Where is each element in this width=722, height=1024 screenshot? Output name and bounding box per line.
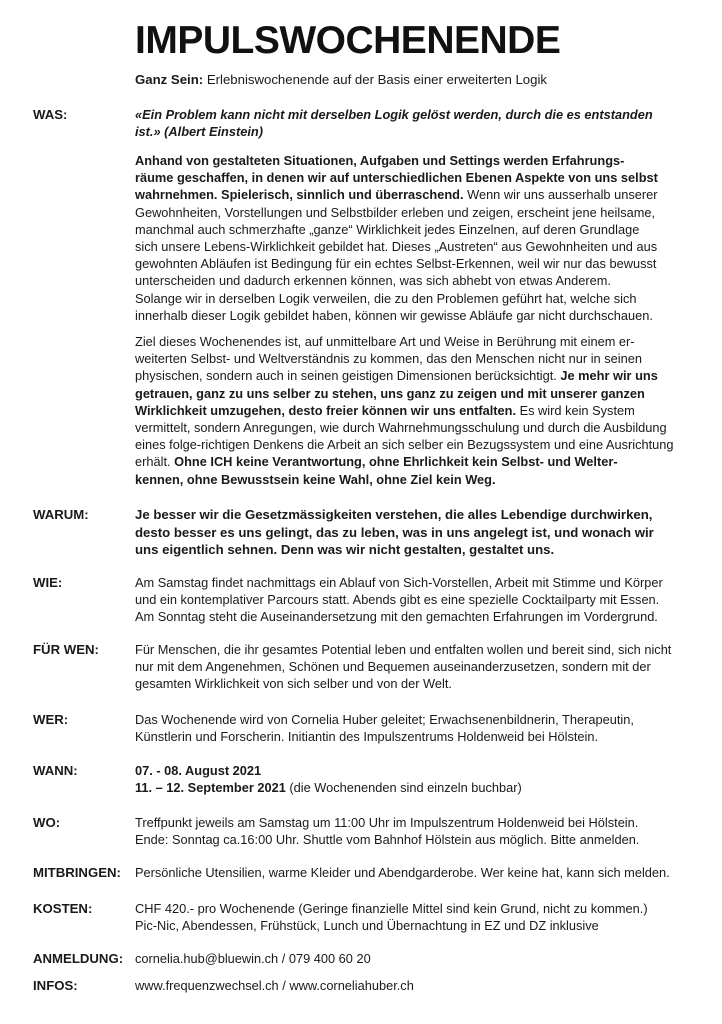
- page-title: IMPULSWOCHENENDE: [135, 19, 561, 62]
- paragraph-line: weiterten Selbst- und Weltverständnis zu kommen, das den Menschen nicht nur in seinen: [135, 351, 642, 367]
- fuer-wen-text: [135, 641, 695, 693]
- infos-text: [135, 977, 695, 994]
- paragraph-line: Persönliche Utensilien, warme Kleider und Abendgarderobe. Wer keine hat, kann sich melden.: [135, 865, 670, 880]
- paragraph-line: gesamten Wirklichkeit von sich selber und von der Welt.: [135, 676, 452, 692]
- paragraph-line: eines folge-richtigen Denkens die Arbeit an sich selber ein Bezugssystem und eine Ausrichtung: [135, 437, 674, 453]
- paragraph-line: CHF 420.- pro Wochenende (Geringe finanzielle Mittel sind kein Grund, nicht zu kommen.): [135, 901, 648, 916]
- quote-line: ist.» (Albert Einstein): [135, 124, 263, 140]
- was-paragraph-2: [135, 333, 695, 488]
- paragraph-line: Solange wir in derselben Logik verweilen, die zu den Problemen geführt hat, welche sich: [135, 290, 637, 306]
- label-wer: WER:: [33, 712, 69, 727]
- paragraph-line: räume geschaffen, in denen wir auf unterschiedlichen Ebenen Aspekte von uns selbst: [135, 170, 658, 186]
- paragraph-line: nur mit dem Angenehmen, Schönen und Bequemen auseinanderzusetzen, sondern mit der: [135, 659, 651, 675]
- subtitle-lead: Ganz Sein:: [135, 72, 204, 87]
- paragraph-line: und ein kontemplativer Parcours statt. Abends gibt es eine spezielle Cocktailparty mit Essen.: [135, 592, 660, 608]
- wann-text: [135, 762, 695, 796]
- paragraph-line: Pic-Nic, Abendessen, Frühstück, Lunch und Übernachtung in EZ und DZ inklusive: [135, 918, 599, 934]
- paragraph-line: Gewohnheiten, Vorstellungen und Selbstbilder erleben und zeigen, erscheint jene heilsame,: [135, 204, 656, 220]
- date-value: 11. – 12. September 2021: [135, 780, 286, 796]
- paragraph-line: [135, 402, 695, 419]
- quote-line: «Ein Problem kann nicht mit derselben Logik gelöst werden, durch die es entstanden: [135, 107, 653, 122]
- einstein-quote: [135, 106, 695, 140]
- paragraph-line: Ziel dieses Wochenendes ist, auf unmittelbare Art und Weise in Berührung mit einem er-: [135, 334, 635, 349]
- paragraph-line: Treffpunkt jeweils am Samstag um 11:00 Uhr im Impulszentrum Holdenweid bei Hölstein.: [135, 815, 639, 830]
- wo-text: [135, 814, 695, 848]
- paragraph-line: sich unsere Lebens-Wirklichkeit gebildet hat. Dieses „Austreten“ aus Gewohnheiten und aus: [135, 239, 658, 255]
- paragraph-line: kennen, ohne Bewusstsein keine Wahl, ohne Ziel kein Weg.: [135, 471, 496, 487]
- was-paragraph-1: [135, 152, 695, 324]
- date-line: 07. - 08. August 2021: [135, 763, 262, 778]
- date-line: [135, 779, 695, 796]
- normal-text: Wenn wir uns ausserhalb unserer: [463, 187, 658, 203]
- paragraph-line: Je besser wir die Gesetzmässigkeiten verstehen, die alles Lebendige durchwirken,: [135, 507, 653, 522]
- label-was: WAS:: [33, 107, 68, 122]
- label-warum: WARUM:: [33, 507, 89, 522]
- normal-text: erhält.: [135, 454, 175, 470]
- paragraph-line: Am Sonntag steht die Auseinandersetzung mit den gemachten Erfahrungen im Vordergrund.: [135, 609, 658, 625]
- paragraph-line: Ende: Sonntag ca.16:00 Uhr. Shuttle vom Bahnhof Hölstein aus möglich. Bitte anmelden.: [135, 832, 640, 848]
- wie-text: [135, 574, 695, 626]
- date-note: (die Wochenenden sind einzeln buchbar): [285, 780, 522, 796]
- label-anmeldung: ANMELDUNG:: [33, 951, 124, 966]
- paragraph-line: [135, 367, 695, 384]
- paragraph-line: [135, 186, 695, 203]
- page-subtitle: [135, 71, 547, 89]
- paragraph-line: innerhalb dieser Logik gebildet haben, können wir gewisse Abläufe gar nicht durchschauen.: [135, 307, 653, 323]
- paragraph-line: unterscheiden und dadurch erkennen können, was sich abhebt von etwas Anderem.: [135, 273, 611, 289]
- website-line: www.frequenzwechsel.ch / www.corneliahuber.ch: [135, 978, 414, 993]
- paragraph-line: Anhand von gestalteten Situationen, Aufgaben und Settings werden Erfahrungs-: [135, 153, 625, 168]
- paragraph-line: Für Menschen, die ihr gesamtes Potential leben und entfalten wollen und bereit sind, sich nicht: [135, 642, 672, 657]
- paragraph-line: manchmal auch schmerzhafte „ganze“ Wirklichkeit jedes Einzelnen, auf deren Grundlage: [135, 221, 640, 237]
- emphasis-text: Wirklichkeit umzugehen, desto freier können wir uns entfalten.: [135, 402, 517, 418]
- emphasis-text: Je mehr wir uns: [560, 368, 658, 384]
- normal-text: physischen, sondern auch in seinen geistigen Dimensionen berücksichtigt.: [135, 368, 561, 384]
- paragraph-line: gewohnten Abläufen ist Bedingung für ein echtes Selbst-Erkennen, weil wir nur das bewusst: [135, 256, 657, 272]
- paragraph-line: desto besser es uns gelingt, das zu leben, was in uns angelegt ist, und wonach wir: [135, 524, 654, 540]
- paragraph-line: [135, 453, 695, 470]
- paragraph-line: Das Wochenende wird von Cornelia Huber geleitet; Erwachsenenbildnerin, Therapeutin,: [135, 712, 634, 727]
- emphasis-text: Ohne ICH keine Verantwortung, ohne Ehrlichkeit kein Selbst- und Welter-: [174, 454, 618, 470]
- emphasis-text: wahrnehmen. Spielerisch, sinnlich und überraschend.: [135, 187, 464, 203]
- subtitle-text: Erlebniswochenende auf der Basis einer erweiterten Logik: [203, 72, 547, 87]
- label-wie: WIE:: [33, 575, 63, 590]
- label-kosten: KOSTEN:: [33, 901, 93, 916]
- label-wo: WO:: [33, 815, 61, 830]
- label-fuer-wen: FÜR WEN:: [33, 642, 99, 657]
- contact-line: cornelia.hub@bluewin.ch / 079 400 60 20: [135, 951, 371, 966]
- mitbringen-text: [135, 864, 695, 881]
- label-mitbringen: MITBRINGEN:: [33, 865, 121, 880]
- wer-text: [135, 711, 695, 745]
- normal-text: Es wird kein System: [516, 402, 635, 418]
- paragraph-line: vermittelt, sondern Anregungen, wie durch Wahrnehmungsschulung und durch die Ausbildung: [135, 420, 667, 436]
- label-infos: INFOS:: [33, 978, 78, 993]
- paragraph-line: getrauen, ganz zu uns selber zu stehen, uns ganz zu zeigen und mit unserer ganzen: [135, 385, 645, 401]
- kosten-text: [135, 900, 695, 934]
- warum-text: [135, 506, 695, 559]
- paragraph-line: Künstlerin und Forscherin. Initiantin des Impulszentrums Holdenweid bei Hölstein.: [135, 729, 599, 745]
- label-wann: WANN:: [33, 763, 78, 778]
- anmeldung-text: [135, 950, 695, 967]
- paragraph-line: Am Samstag findet nachmittags ein Ablauf von Sich-Vorstellen, Arbeit mit Stimme und Körper: [135, 575, 663, 590]
- paragraph-line: uns eigentlich sehnen. Denn was wir nicht gestalten, gestaltet uns.: [135, 542, 555, 558]
